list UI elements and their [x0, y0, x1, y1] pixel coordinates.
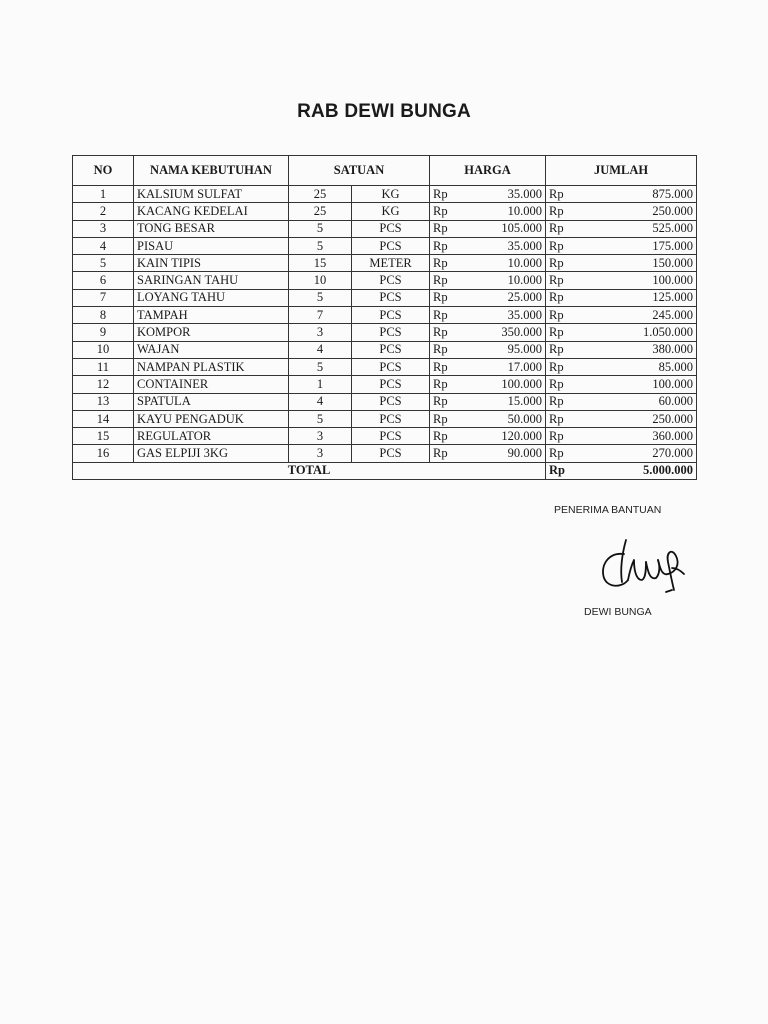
row-total: 250.000 [574, 410, 697, 427]
row-price: 90.000 [458, 445, 546, 462]
row-name: KACANG KEDELAI [134, 203, 289, 220]
row-qty: 5 [289, 358, 352, 375]
row-price-currency: Rp [430, 393, 458, 410]
row-price: 25.000 [458, 289, 546, 306]
row-name: REGULATOR [134, 428, 289, 445]
row-no: 11 [73, 358, 134, 375]
row-price-currency: Rp [430, 445, 458, 462]
row-unit: PCS [352, 358, 430, 375]
row-price: 10.000 [458, 203, 546, 220]
row-unit: PCS [352, 237, 430, 254]
row-price-currency: Rp [430, 289, 458, 306]
total-row [73, 462, 697, 479]
row-total: 150.000 [574, 255, 697, 272]
table-row [73, 324, 697, 341]
row-name: TAMPAH [134, 307, 289, 324]
row-no: 12 [73, 376, 134, 393]
row-qty: 5 [289, 237, 352, 254]
row-unit: METER [352, 255, 430, 272]
row-total-currency: Rp [546, 428, 574, 445]
receiver-name: DEWI BUNGA [584, 606, 652, 618]
row-name: CONTAINER [134, 376, 289, 393]
row-price-currency: Rp [430, 307, 458, 324]
row-price-currency: Rp [430, 358, 458, 375]
total-currency: Rp [546, 462, 574, 479]
receiver-label: PENERIMA BANTUAN [554, 504, 662, 516]
row-total-currency: Rp [546, 324, 574, 341]
row-price-currency: Rp [430, 428, 458, 445]
table-row [73, 358, 697, 375]
row-no: 2 [73, 203, 134, 220]
table-row [73, 307, 697, 324]
row-unit: KG [352, 203, 430, 220]
signature [596, 534, 690, 602]
row-price-currency: Rp [430, 376, 458, 393]
row-qty: 5 [289, 220, 352, 237]
row-total-currency: Rp [546, 393, 574, 410]
document-title: RAB DEWI BUNGA [297, 101, 471, 122]
row-name: KALSIUM SULFAT [134, 186, 289, 203]
row-total: 1.050.000 [574, 324, 697, 341]
table-row [73, 341, 697, 358]
row-price: 17.000 [458, 358, 546, 375]
row-price: 15.000 [458, 393, 546, 410]
table-row [73, 203, 697, 220]
table-header-row [73, 156, 697, 186]
row-qty: 10 [289, 272, 352, 289]
table-row [73, 289, 697, 306]
header-no: NO [73, 156, 134, 186]
row-no: 6 [73, 272, 134, 289]
row-price: 35.000 [458, 237, 546, 254]
row-total-currency: Rp [546, 237, 574, 254]
row-total-currency: Rp [546, 410, 574, 427]
row-no: 9 [73, 324, 134, 341]
row-qty: 15 [289, 255, 352, 272]
table-row [73, 186, 697, 203]
row-name: SPATULA [134, 393, 289, 410]
row-no: 15 [73, 428, 134, 445]
row-qty: 25 [289, 203, 352, 220]
table-row [73, 272, 697, 289]
row-qty: 3 [289, 445, 352, 462]
table-row [73, 445, 697, 462]
row-total: 85.000 [574, 358, 697, 375]
row-no: 4 [73, 237, 134, 254]
header-price: HARGA [430, 156, 546, 186]
row-total-currency: Rp [546, 255, 574, 272]
row-no: 7 [73, 289, 134, 306]
row-no: 13 [73, 393, 134, 410]
table-row [73, 410, 697, 427]
row-no: 1 [73, 186, 134, 203]
row-price-currency: Rp [430, 324, 458, 341]
header-unit: SATUAN [289, 156, 430, 186]
row-unit: PCS [352, 376, 430, 393]
signature-text: Dewi Bunga [596, 534, 602, 535]
row-price-currency: Rp [430, 237, 458, 254]
row-unit: PCS [352, 289, 430, 306]
row-qty: 5 [289, 289, 352, 306]
row-total-currency: Rp [546, 220, 574, 237]
budget-table [72, 155, 697, 480]
row-price-currency: Rp [430, 410, 458, 427]
total-label: TOTAL [73, 462, 546, 479]
row-total: 245.000 [574, 307, 697, 324]
row-total: 60.000 [574, 393, 697, 410]
row-qty: 3 [289, 428, 352, 445]
row-price-currency: Rp [430, 341, 458, 358]
row-name: KOMPOR [134, 324, 289, 341]
row-qty: 4 [289, 341, 352, 358]
row-total-currency: Rp [546, 289, 574, 306]
row-no: 8 [73, 307, 134, 324]
row-total: 250.000 [574, 203, 697, 220]
row-total: 360.000 [574, 428, 697, 445]
row-qty: 3 [289, 324, 352, 341]
row-total-currency: Rp [546, 272, 574, 289]
table-row [73, 237, 697, 254]
row-price: 100.000 [458, 376, 546, 393]
row-name: SARINGAN TAHU [134, 272, 289, 289]
header-name: NAMA KEBUTUHAN [134, 156, 289, 186]
row-total-currency: Rp [546, 186, 574, 203]
row-total: 875.000 [574, 186, 697, 203]
row-unit: PCS [352, 428, 430, 445]
row-total-currency: Rp [546, 445, 574, 462]
row-unit: PCS [352, 220, 430, 237]
row-name: NAMPAN PLASTIK [134, 358, 289, 375]
row-total: 270.000 [574, 445, 697, 462]
row-price: 350.000 [458, 324, 546, 341]
row-no: 14 [73, 410, 134, 427]
row-total-currency: Rp [546, 307, 574, 324]
row-price: 10.000 [458, 272, 546, 289]
row-unit: PCS [352, 324, 430, 341]
row-price-currency: Rp [430, 186, 458, 203]
row-no: 10 [73, 341, 134, 358]
row-unit: PCS [352, 445, 430, 462]
table-row [73, 393, 697, 410]
table-row [73, 220, 697, 237]
row-unit: KG [352, 186, 430, 203]
row-total: 100.000 [574, 272, 697, 289]
row-no: 5 [73, 255, 134, 272]
row-total-currency: Rp [546, 358, 574, 375]
row-price: 105.000 [458, 220, 546, 237]
row-total: 125.000 [574, 289, 697, 306]
row-name: KAYU PENGADUK [134, 410, 289, 427]
table-row [73, 376, 697, 393]
row-name: WAJAN [134, 341, 289, 358]
row-name: TONG BESAR [134, 220, 289, 237]
row-total-currency: Rp [546, 203, 574, 220]
row-name: GAS ELPIJI 3KG [134, 445, 289, 462]
row-price-currency: Rp [430, 220, 458, 237]
row-price: 35.000 [458, 186, 546, 203]
table-row [73, 255, 697, 272]
row-total: 525.000 [574, 220, 697, 237]
header-total: JUMLAH [546, 156, 697, 186]
table-body [73, 186, 697, 463]
row-name: LOYANG TAHU [134, 289, 289, 306]
row-total-currency: Rp [546, 376, 574, 393]
row-price-currency: Rp [430, 255, 458, 272]
table-row [73, 428, 697, 445]
row-no: 3 [73, 220, 134, 237]
row-price: 50.000 [458, 410, 546, 427]
row-qty: 7 [289, 307, 352, 324]
row-no: 16 [73, 445, 134, 462]
row-total: 380.000 [574, 341, 697, 358]
row-price: 35.000 [458, 307, 546, 324]
row-qty: 1 [289, 376, 352, 393]
total-amount: 5.000.000 [574, 462, 697, 479]
row-total-currency: Rp [546, 341, 574, 358]
row-unit: PCS [352, 272, 430, 289]
row-price: 120.000 [458, 428, 546, 445]
row-qty: 25 [289, 186, 352, 203]
row-total: 175.000 [574, 237, 697, 254]
row-unit: PCS [352, 410, 430, 427]
row-unit: PCS [352, 307, 430, 324]
row-qty: 5 [289, 410, 352, 427]
row-name: KAIN TIPIS [134, 255, 289, 272]
row-unit: PCS [352, 341, 430, 358]
row-total: 100.000 [574, 376, 697, 393]
row-price: 95.000 [458, 341, 546, 358]
row-price-currency: Rp [430, 272, 458, 289]
row-unit: PCS [352, 393, 430, 410]
row-price-currency: Rp [430, 203, 458, 220]
row-qty: 4 [289, 393, 352, 410]
row-name: PISAU [134, 237, 289, 254]
row-price: 10.000 [458, 255, 546, 272]
